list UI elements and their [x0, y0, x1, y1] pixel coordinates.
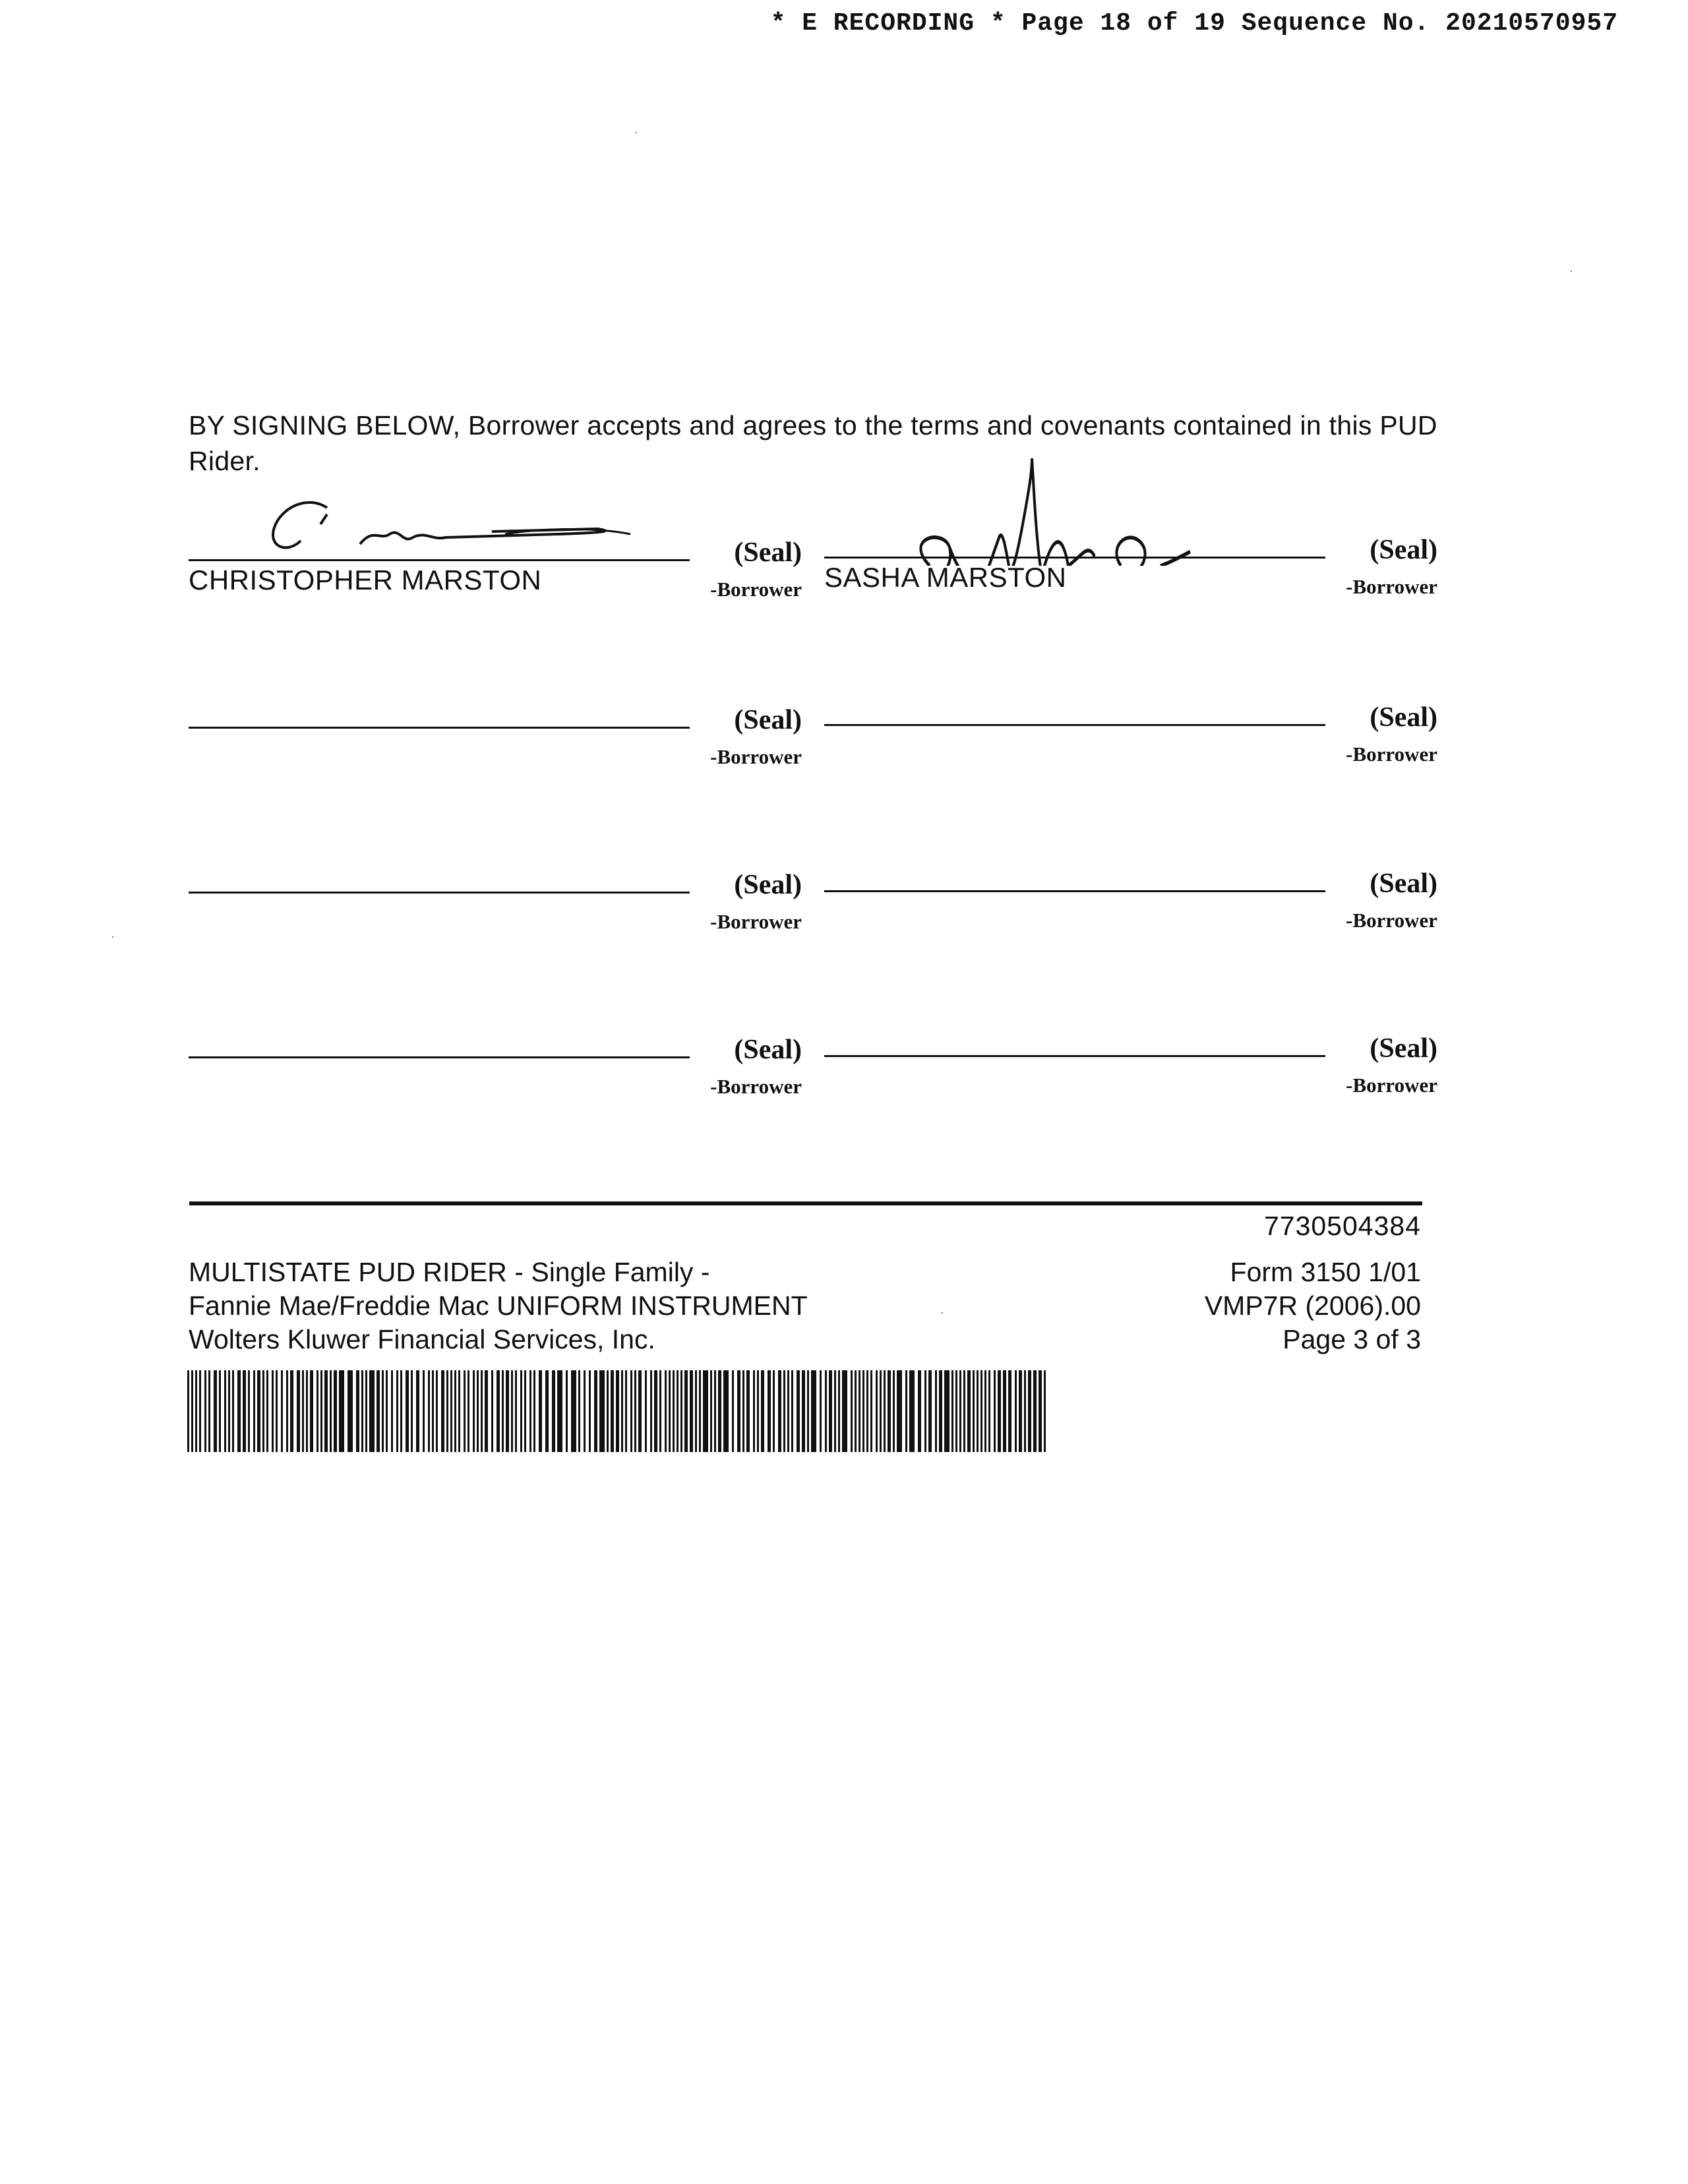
barcode-bar [432, 1370, 434, 1452]
barcode-bar [718, 1370, 721, 1452]
signature-line [189, 559, 690, 561]
barcode-bar [450, 1370, 452, 1452]
barcode-bar [994, 1370, 996, 1452]
barcode-bar [1039, 1370, 1042, 1452]
barcode-bar [935, 1370, 937, 1452]
barcode-bar [524, 1370, 526, 1452]
barcode-bar [533, 1370, 535, 1452]
barcode-bar [677, 1370, 678, 1452]
signature-line [824, 557, 1325, 559]
barcode-bar [272, 1370, 274, 1452]
loan-number: 7730504384 [1263, 1211, 1421, 1241]
barcode-bar [428, 1370, 430, 1452]
barcode-bar [436, 1370, 438, 1452]
barcode-bar [391, 1370, 393, 1452]
barcode-bar [286, 1370, 288, 1452]
barcode-bar [464, 1370, 466, 1452]
barcode-bar [984, 1370, 986, 1452]
seal-label: (Seal) [734, 870, 802, 900]
barcode-bar [1003, 1370, 1006, 1452]
barcode-bar [665, 1370, 667, 1452]
form-identifiers [1205, 1256, 1421, 1356]
barcode-bar [365, 1370, 367, 1452]
seal-label: (Seal) [734, 537, 802, 568]
barcode-bar [876, 1370, 878, 1452]
barcode-bar [539, 1370, 542, 1452]
barcode-bar [416, 1370, 419, 1452]
barcode-bar [347, 1370, 353, 1452]
barcode-bar [454, 1370, 456, 1452]
barcode-bar [515, 1370, 517, 1452]
barcode-bar [1044, 1370, 1046, 1452]
barcode-bar [302, 1370, 304, 1452]
signature-line [824, 890, 1325, 892]
barcode-bar [703, 1370, 708, 1452]
barcode-bar [520, 1370, 522, 1452]
signature-christopher-marston [228, 488, 650, 567]
signature-line [189, 892, 690, 894]
barcode-bar [714, 1370, 716, 1452]
barcode-bar [584, 1370, 586, 1452]
borrower-role-label: -Borrower [710, 578, 802, 601]
signature-line [824, 1055, 1325, 1057]
barcode-bar [339, 1370, 344, 1452]
signature-block-borrower-7 [189, 1019, 802, 1099]
barcode-bar [330, 1370, 332, 1452]
barcode-bar [955, 1370, 957, 1452]
barcode-bar [290, 1370, 293, 1452]
barcode-bar [829, 1370, 832, 1452]
barcode-bar [191, 1370, 193, 1452]
barcode-bar [939, 1370, 942, 1452]
signature-block-borrower-8 [824, 1018, 1437, 1097]
barcode-bar [723, 1370, 729, 1452]
signature-block-borrower-2 [824, 520, 1437, 599]
barcode-bar [959, 1370, 961, 1452]
barcode-bar [248, 1370, 250, 1452]
barcode-bar [650, 1370, 652, 1452]
form-version: VMP7R (2006).00 [1204, 1290, 1421, 1321]
barcode-bar [441, 1370, 444, 1452]
barcode-bar [669, 1370, 671, 1452]
barcode-bar [630, 1370, 632, 1452]
barcode-bar [616, 1370, 619, 1452]
form-description-line: Wolters Kluwer Financial Services, Inc. [189, 1324, 655, 1354]
barcode-bar [980, 1370, 982, 1452]
barcode-bar [377, 1370, 380, 1452]
barcode-bar [423, 1370, 425, 1452]
barcode-bar [967, 1370, 971, 1452]
barcode-bar [977, 1370, 979, 1452]
barcode-bar [838, 1370, 840, 1452]
barcode-bar [797, 1370, 800, 1452]
barcode-bar [214, 1370, 217, 1452]
barcode-bar [893, 1370, 895, 1452]
signature-block-borrower-6 [824, 853, 1437, 932]
barcode-bar [880, 1370, 882, 1452]
barcode-bar [253, 1370, 255, 1452]
signature-line [824, 724, 1325, 726]
signing-statement: BY SIGNING BELOW, Borrower accepts and agrees to the terms and covenants contained in this PUD Rider. [189, 410, 1437, 476]
barcode-bar [634, 1370, 636, 1452]
barcode-bar [511, 1370, 513, 1452]
barcode-bar [621, 1370, 623, 1452]
seal-label: (Seal) [1370, 868, 1437, 899]
barcode-bar [684, 1370, 688, 1452]
barcode-bar [237, 1370, 241, 1452]
barcode-bar [594, 1370, 597, 1452]
recording-stamp: * E RECORDING * Page 18 of 19 Sequence No. 20210570957 [770, 9, 1618, 38]
scan-speck [942, 1312, 943, 1314]
footer-divider [189, 1201, 1422, 1205]
barcode-bar [645, 1370, 647, 1452]
barcode-bar [473, 1370, 475, 1452]
barcode-bar [742, 1370, 744, 1452]
barcode-bar [219, 1370, 221, 1452]
barcode-bar [199, 1370, 201, 1452]
barcode-bar [988, 1370, 990, 1452]
barcode-bar [757, 1370, 759, 1452]
barcode-bar [458, 1370, 460, 1452]
barcode-bar [281, 1370, 283, 1452]
barcode-bar [963, 1370, 965, 1452]
borrower-role-label: -Borrower [1346, 1074, 1437, 1097]
barcode-bar [334, 1370, 337, 1452]
barcode-bar [491, 1370, 493, 1452]
barcode-bar [888, 1370, 891, 1452]
barcode-bar [897, 1370, 902, 1452]
barcode-bar [566, 1370, 568, 1452]
barcode-bar [695, 1370, 697, 1452]
barcode-bar [1019, 1370, 1022, 1452]
barcode-bar [802, 1370, 805, 1452]
borrower-name: SASHA MARSTON [824, 562, 1067, 593]
barcode-bar [737, 1370, 740, 1452]
barcode-bar [778, 1370, 781, 1452]
barcode-bar [506, 1370, 509, 1452]
barcode-bar [529, 1370, 531, 1452]
barcode-bar [924, 1370, 926, 1452]
barcode-bar [228, 1370, 230, 1452]
barcode-bar [1033, 1370, 1037, 1452]
barcode-bar [400, 1370, 402, 1452]
barcode-bar [746, 1370, 750, 1452]
barcode-bar [310, 1370, 313, 1452]
barcode-bar [807, 1370, 809, 1452]
barcode-bar [224, 1370, 226, 1452]
barcode-bar [545, 1370, 549, 1452]
barcode-bar [998, 1370, 1001, 1452]
barcode-bar [825, 1370, 827, 1452]
barcode-bar [951, 1370, 953, 1452]
barcode-bar [690, 1370, 693, 1452]
signature-block-borrower-3 [189, 690, 802, 769]
barcode-bar [578, 1370, 580, 1452]
barcode-bar [446, 1370, 448, 1452]
barcode-bar [654, 1370, 657, 1452]
barcode-bar [382, 1370, 384, 1452]
borrower-role-label: -Borrower [710, 910, 802, 933]
barcode-bar [589, 1370, 591, 1452]
barcode-bar [204, 1370, 206, 1452]
barcode-bar [787, 1370, 789, 1452]
seal-label: (Seal) [1370, 1033, 1437, 1064]
barcode-bar [316, 1370, 318, 1452]
form-description-line: MULTISTATE PUD RIDER - Single Family - [189, 1257, 710, 1287]
barcode-bar [356, 1370, 359, 1452]
barcode-bar [870, 1370, 872, 1452]
barcode-bar [266, 1370, 268, 1452]
form-number: Form 3150 1/01 [1230, 1257, 1421, 1287]
barcode-bar [638, 1370, 642, 1452]
scan-speck [1571, 270, 1572, 272]
barcode-bar [855, 1370, 857, 1452]
barcode-bar [862, 1370, 864, 1452]
barcode-bar [834, 1370, 836, 1452]
barcode-bar [680, 1370, 682, 1452]
signature-block-borrower-5 [189, 855, 802, 934]
barcode-bar [607, 1370, 609, 1452]
barcode-bar [884, 1370, 886, 1452]
barcode-bar [811, 1370, 816, 1452]
barcode-bar [320, 1370, 322, 1452]
barcode-bar [467, 1370, 469, 1452]
signature-block-borrower-1 [189, 522, 802, 601]
barcode-bar [552, 1370, 555, 1452]
barcode-bar [262, 1370, 264, 1452]
barcode-bar [208, 1370, 210, 1452]
barcode-bar [761, 1370, 764, 1452]
barcode-bar [699, 1370, 701, 1452]
barcode-bar [732, 1370, 734, 1452]
barcode-bar [791, 1370, 793, 1452]
barcode-bar [659, 1370, 661, 1452]
barcode-bar [611, 1370, 614, 1452]
seal-label: (Seal) [1370, 702, 1437, 733]
form-description-line: Fannie Mae/Freddie Mac UNIFORM INSTRUMENT [189, 1290, 808, 1321]
barcode-bar [944, 1370, 950, 1452]
barcode-bar [1024, 1370, 1026, 1452]
barcode-bar [973, 1370, 975, 1452]
seal-label: (Seal) [734, 1035, 802, 1065]
barcode-bar [710, 1370, 712, 1452]
barcode-bar [773, 1370, 775, 1452]
scan-speck [112, 936, 113, 938]
signature-line [189, 1056, 690, 1058]
barcode-bar [243, 1370, 246, 1452]
page-indicator: Page 3 of 3 [1282, 1324, 1421, 1354]
barcode-bar [485, 1370, 488, 1452]
barcode-bar [276, 1370, 278, 1452]
barcode-bar [502, 1370, 504, 1452]
barcode-bar [599, 1370, 605, 1452]
barcode-bar [406, 1370, 409, 1452]
barcode-bar [842, 1370, 847, 1452]
barcode-bar [557, 1370, 562, 1452]
seal-label: (Seal) [1370, 535, 1437, 565]
signature-line [189, 727, 690, 729]
barcode-bar [1015, 1370, 1017, 1452]
barcode-bar [195, 1370, 197, 1452]
barcode-bar [257, 1370, 260, 1452]
barcode-bar [673, 1370, 675, 1452]
barcode-bar [909, 1370, 915, 1452]
scan-speck [636, 132, 637, 133]
barcode-bar [918, 1370, 921, 1452]
borrower-role-label: -Borrower [1346, 743, 1437, 766]
barcode-bar [481, 1370, 483, 1452]
barcode-bar [411, 1370, 413, 1452]
barcode-bar [497, 1370, 500, 1452]
barcode-bar [753, 1370, 755, 1452]
barcode-bar [361, 1370, 363, 1452]
barcode-bar [386, 1370, 388, 1452]
barcode-bar [1008, 1370, 1011, 1452]
barcode-bar [851, 1370, 853, 1452]
barcode-bar [297, 1370, 300, 1452]
barcode-bar [324, 1370, 328, 1452]
form-description [189, 1256, 808, 1356]
barcode-bar [369, 1370, 375, 1452]
borrower-name: CHRISTOPHER MARSTON [189, 564, 542, 595]
barcode-bar [232, 1370, 234, 1452]
barcode-bar [477, 1370, 479, 1452]
barcode-bar [396, 1370, 398, 1452]
seal-label: (Seal) [734, 705, 802, 735]
barcode-bar [768, 1370, 771, 1452]
barcode [187, 1370, 1050, 1452]
borrower-role-label: -Borrower [1346, 909, 1437, 932]
barcode-bar [1028, 1370, 1031, 1452]
borrower-role-label: -Borrower [710, 745, 802, 768]
barcode-bar [306, 1370, 308, 1452]
barcode-bar [625, 1370, 627, 1452]
signature-sasha-marston [864, 454, 1286, 566]
barcode-bar [866, 1370, 868, 1452]
borrower-role-label: -Borrower [1346, 575, 1437, 598]
barcode-bar [859, 1370, 860, 1452]
barcode-bar [571, 1370, 576, 1452]
barcode-bar [187, 1370, 189, 1452]
borrower-role-label: -Borrower [710, 1075, 802, 1098]
barcode-bar [820, 1370, 822, 1452]
barcode-bar [928, 1370, 932, 1452]
signature-block-borrower-4 [824, 687, 1437, 766]
barcode-bar [783, 1370, 785, 1452]
barcode-bar [905, 1370, 907, 1452]
